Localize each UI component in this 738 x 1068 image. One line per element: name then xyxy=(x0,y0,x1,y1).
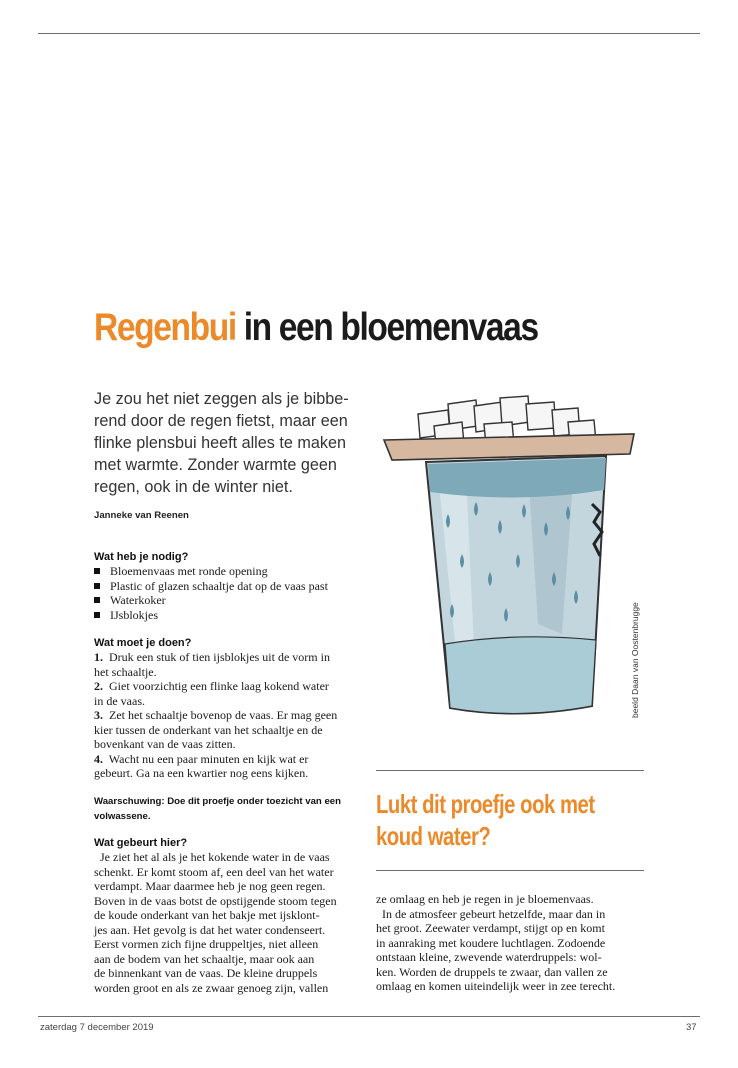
body-line: ontstaan kleine, zwevende waterdruppels: wol- xyxy=(376,950,602,964)
step-line: in de vaas. xyxy=(94,693,145,708)
footer-rule xyxy=(38,1016,700,1017)
body-line: aan de bodem van het schaaltje, maar ook aan xyxy=(94,951,315,966)
warning-line: volwassene. xyxy=(94,811,151,822)
step-line: gebeurt. Ga na een kwartier nog eens kijken. xyxy=(94,766,309,780)
right-column xyxy=(376,892,656,994)
sidebar-question xyxy=(376,788,595,852)
question-line: Lukt dit proefje ook met xyxy=(376,789,595,819)
list-item: Plastic of glazen schaaltje dat op de vaas past xyxy=(94,579,364,594)
body-line: de koude onderkant van het bakje met ijsklont- xyxy=(94,908,320,922)
explain-section xyxy=(94,836,364,995)
list-item: Waterkoker xyxy=(94,593,364,608)
body-line: ken. Worden de druppels te zwaar, dan vallen ze xyxy=(376,964,608,979)
bullet-icon xyxy=(94,612,100,618)
page-number: 37 xyxy=(686,1022,697,1033)
title-accent: Regenbui xyxy=(94,306,236,349)
page-title xyxy=(94,306,538,350)
body-line: Eerst vormen zich fijne druppeltjes, niet alleen xyxy=(94,937,319,951)
step-1: 1. Druk een stuk of tien ijsblokjes uit de vorm in xyxy=(94,650,330,664)
footer-date: zaterdag 7 december 2019 xyxy=(40,1022,154,1033)
warning-line: Waarschuwing: Doe dit proefje onder toezicht van een xyxy=(94,796,341,807)
needs-heading: Wat heb je nodig? xyxy=(94,551,189,563)
body-line: Boven in de vaas botst de opstijgende stoom tegen xyxy=(94,893,337,908)
sidebar-rule-top xyxy=(376,770,644,771)
step-3: 3. Zet het schaaltje bovenop de vaas. Er mag geen xyxy=(94,708,338,722)
body-line: het groot. Zeewater verdampt, stijgt op en komt xyxy=(376,921,605,935)
bullet-icon xyxy=(94,583,100,589)
body-line: worden groot en als ze zwaar genoeg zijn, vallen xyxy=(94,980,329,995)
author: Janneke van Reenen xyxy=(94,510,189,521)
steps-heading: Wat moet je doen? xyxy=(94,637,192,649)
list-item: Bloemenvaas met ronde opening xyxy=(94,564,364,579)
body-line: verdampt. Maar daarmee heb je nog geen regen. xyxy=(94,879,326,893)
body-line: de binnenkant van de vaas. De kleine druppels xyxy=(94,966,318,980)
explain-heading: Wat gebeurt hier? xyxy=(94,837,188,849)
step-4: 4. Wacht nu een paar minuten en kijk wat er xyxy=(94,751,309,766)
image-credit: beeld Daan van Oostenbrugge xyxy=(630,602,640,718)
needs-section xyxy=(94,550,364,622)
intro-line: regen, ook in de winter niet. xyxy=(94,478,293,496)
intro-line: flinke plensbui heeft alles te maken xyxy=(94,434,346,452)
question-line: koud water? xyxy=(376,821,491,851)
intro-line: met warmte. Zonder warmte geen xyxy=(94,456,337,474)
warning xyxy=(94,794,364,824)
sidebar-rule-bottom xyxy=(376,870,644,871)
intro-line: rend door de regen fietst, maar een xyxy=(94,412,348,430)
body-line: jes aan. Het gevolg is dat het water condenseert. xyxy=(94,922,326,937)
body-line: In de atmosfeer gebeurt hetzelfde, maar dan in xyxy=(376,906,606,921)
top-rule xyxy=(38,33,700,34)
step-line: kier tussen de onderkant van het schaaltje en de xyxy=(94,722,323,737)
body-line: schenkt. Er komt stoom af, een deel van het water xyxy=(94,864,334,879)
title-rest: in een bloemenvaas xyxy=(235,306,538,349)
body-line: omlaag en komen uiteindelijk weer in zee terecht. xyxy=(376,979,616,993)
bullet-icon xyxy=(94,597,100,603)
intro xyxy=(94,388,366,498)
step-line: bovenkant van de vaas zitten. xyxy=(94,737,236,751)
body-line: Je ziet het al als je het kokende water in de vaas xyxy=(94,850,330,864)
steps-section xyxy=(94,636,364,781)
intro-line: Je zou het niet zeggen als je bibbe- xyxy=(94,390,349,408)
step-2: 2. Giet voorzichtig een flinke laag kokend water xyxy=(94,679,329,693)
step-line: het schaaltje. xyxy=(94,664,157,679)
bullet-icon xyxy=(94,568,100,574)
body-line: ze omlaag en heb je regen in je bloemenvaas. xyxy=(376,892,594,906)
vase-illustration xyxy=(378,394,636,724)
list-item: IJsblokjes xyxy=(94,608,364,623)
body-line: in aanraking met koudere luchtlagen. Zodoende xyxy=(376,935,606,950)
